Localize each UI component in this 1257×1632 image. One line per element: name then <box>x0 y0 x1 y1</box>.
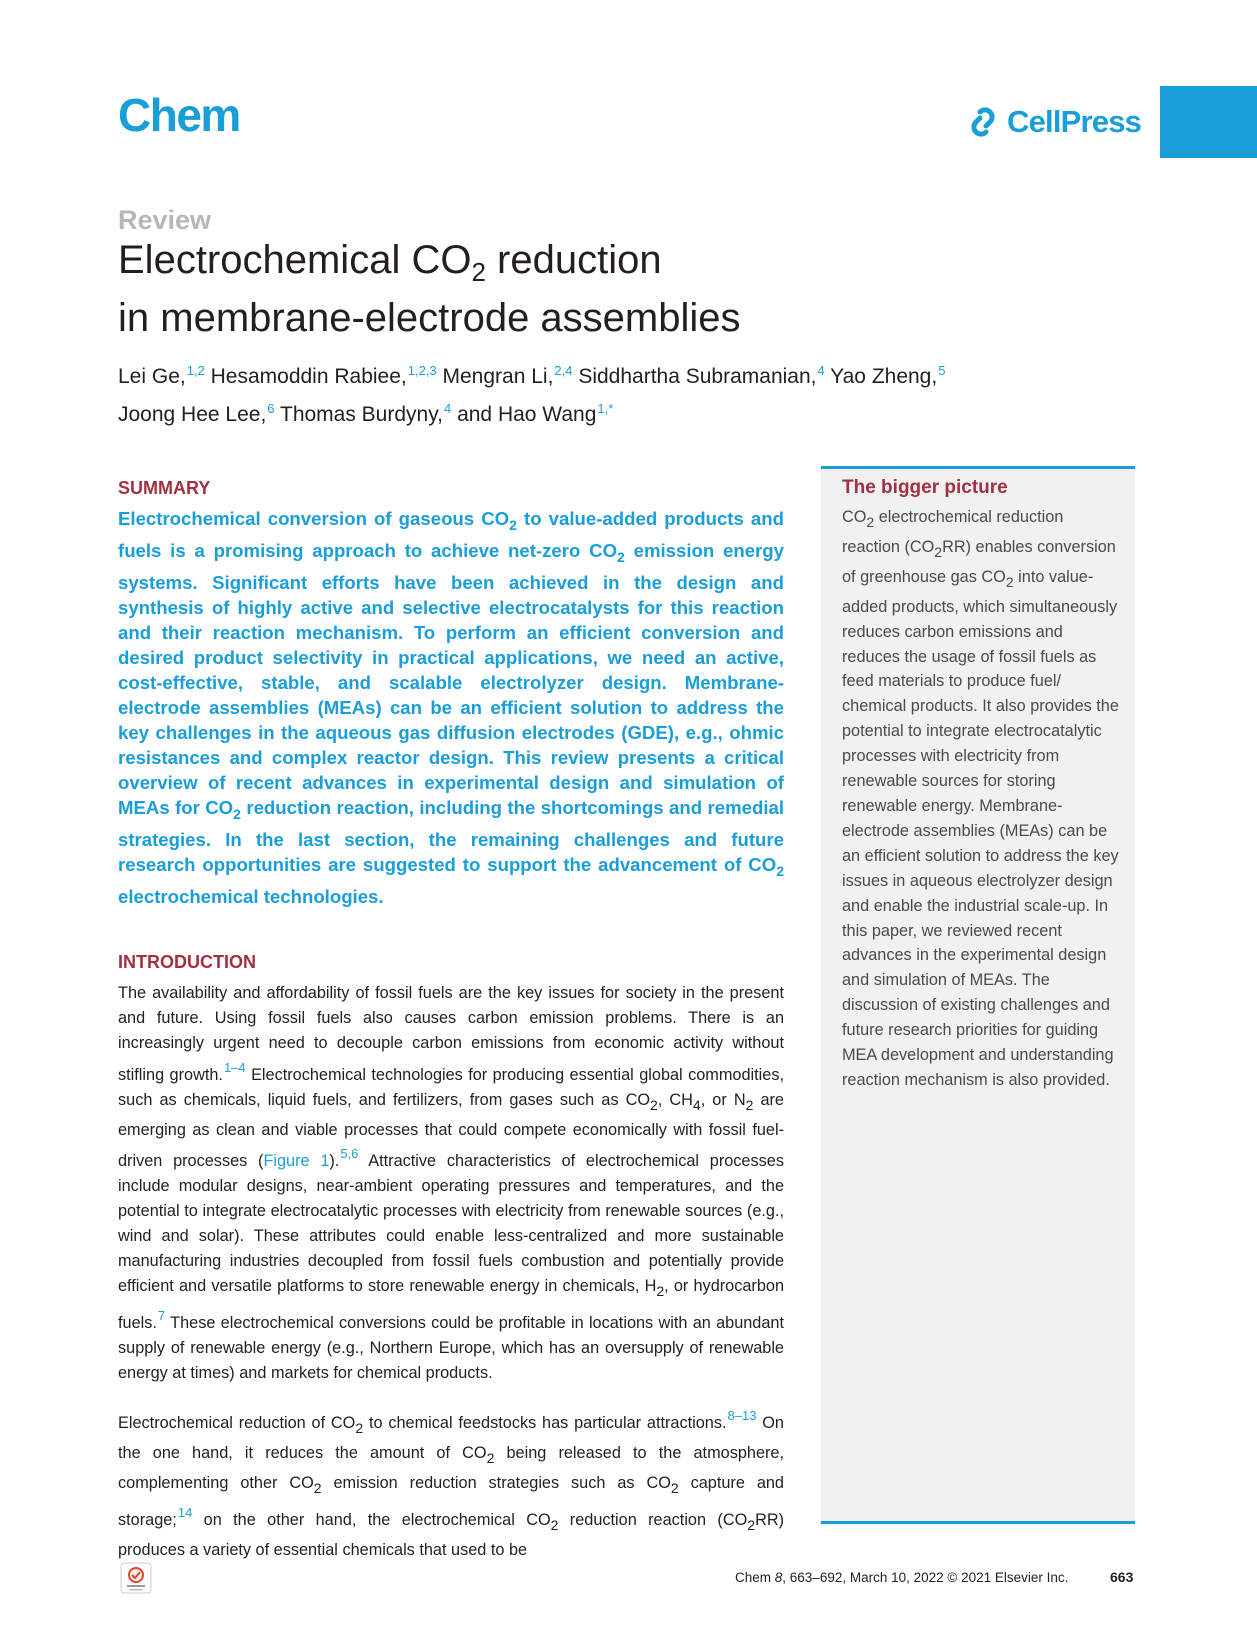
bigger-picture-text: CO2 electrochemical reduction reaction (CO2RR) enables conversion of greenhouse gas CO2 into value-added products, which simultaneously reduces carbon emissions and reduces the usage of fossil fuels as feed materials to produce fuel/ chemical products. It also provides the potential to integrate electrocatalytic processes with electricity from renewable sources for storing renewable energy. Membrane-electrode assemblies (MEAs) can be an efficient solution to address the key issues in aqueous electrolyzer design and enable the industrial scale-up. In this paper, we reviewed recent advances in the experimental design and simulation of MEAs. The discussion of existing challenges and future research priorities for guiding MEA development and understanding reaction mechanism is also provided. <box>842 508 1119 1089</box>
bigger-picture-heading: The bigger picture <box>842 477 1008 498</box>
figure-link[interactable]: Figure 1 <box>263 1152 330 1171</box>
affiliation-link[interactable]: 1,2 <box>186 363 205 378</box>
page-number: 663 <box>1110 1569 1134 1585</box>
introduction-paragraph-1: The availability and affordability of fossil fuels are the key issues for society in the present and future. Using fossil fuels also causes carbon emission problems. There is an increasingly urgent need to decouple carbon emissions from economic activity without stifling growth.$^{1-4}$ Electrochemical technologies for producing essential global commodities, such as chemicals, liquid fuels, and fertilizers, from gases such as CO2, CH4, or N2 are emerging as clean and viable processes that could compete economically with fossil fuel-driven processes (Figure 1).$^{5,6}$ Attractive characteristics of electrochemical processes include modular designs, near-ambient operating pressures and temperatures, and the potential to integrate electrocatalytic processes with electricity from renewable sources (e.g., wind and solar). These attributes could enable less-centralized and more sustainable manufacturing industries decoupled from fossil fuels combustion and potentially provide efficient and versatile platforms to store renewable energy in chemicals, H2, or hydrocarbon fuels.$^7$ These electrochemical conversions could be profitable in locations with an abundant supply of renewable energy (e.g., Northern Europe, which has an oversupply of renewable energy at times) and markets for chemical products. <box>118 984 785 1382</box>
journal-logo: Chem <box>118 89 240 141</box>
affiliation-link[interactable]: 4 <box>444 401 452 416</box>
citation-link[interactable]: 5,6 <box>340 1146 359 1162</box>
corner-color-tab <box>1160 86 1257 158</box>
summary-text: Electrochemical conversion of gaseous $CO_2$ to value-added products and fuels is a promising approach to achieve net-zero $CO_2$ emission energy systems. Significant efforts have been achieved in the design and synthesis of highly active and selective electrocatalysts for this reaction and their reaction mechanism. To perform an efficient conversion and desired product selectivity in practical applications, we need an active, cost-effective, stable, and scalable electrolyzer design. Membrane-electrode assemblies (MEAs) can be an efficient solution to address the key challenges in the aqueous gas diffusion electrodes (GDE), e.g., ohmic resistances and complex reactor design. This review presents a critical overview of recent advances in experimental design and simulation of MEAs for $CO_2$ reduction reaction, including the shortcomings and remedial strategies. In the last section, the remaining challenges and future research opportunities are suggested to support the advancement of $CO_2$ electrochemical technologies. <box>118 508 784 907</box>
affiliation-link[interactable]: 1,2,3 <box>407 363 437 378</box>
publisher-logo <box>965 104 1141 140</box>
article-type: Review <box>118 205 212 235</box>
citation-link[interactable]: 14 <box>177 1504 193 1520</box>
citation-link[interactable]: 8–13 <box>727 1408 757 1423</box>
affiliation-link[interactable]: 5 <box>938 363 946 378</box>
title-line-1: Electrochemical $CO_2$ reduction <box>118 238 662 287</box>
authors-line-1: Lei Ge,$^{1,2}$ Hesamoddin Rabiee,$^{1,2,3}$ Mengran Li,$^{2,4}$ Siddhartha Subramanian,$^4$ Yao Zheng,$^5$ <box>118 363 946 388</box>
title-line-2: in membrane-electrode assemblies <box>118 296 741 340</box>
introduction-heading: INTRODUCTION <box>118 952 256 972</box>
publisher-name: CellPress <box>1007 104 1142 139</box>
author-list <box>118 355 1038 431</box>
summary-heading: SUMMARY <box>118 478 211 498</box>
citation-link[interactable]: 1–4 <box>223 1059 246 1075</box>
affiliation-link[interactable]: 4 <box>817 363 825 378</box>
article-title <box>118 237 878 341</box>
citation-footer: Chem 8, 663–692, March 10, 2022 © 2021 Elsevier Inc. <box>735 1570 1069 1585</box>
affiliation-link[interactable]: 1,* <box>597 401 614 416</box>
affiliation-link[interactable]: 2,4 <box>554 363 573 378</box>
check-for-updates-icon[interactable] <box>120 1562 152 1594</box>
citation-link[interactable]: 7 <box>157 1307 166 1323</box>
cellpress-logo-icon <box>965 104 1001 140</box>
authors-line-2: Joong Hee Lee,$^6$ Thomas Burdyny,$^4$ and Hao Wang$^{1,*}$ <box>118 401 614 426</box>
introduction-paragraph-2: Electrochemical reduction of CO2 to chemical feedstocks has particular attractions.$^{8-13}$ On the one hand, it reduces the amount of CO2 being released to the atmosphere, complementing other CO2 emission reduction strategies such as CO2 capture and storage;$^{14}$ on the other hand, the electrochemical CO2 reduction reaction (CO2RR) produces a variety of essential chemicals that used to be <box>118 1408 784 1559</box>
affiliation-link[interactable]: 6 <box>267 401 275 416</box>
